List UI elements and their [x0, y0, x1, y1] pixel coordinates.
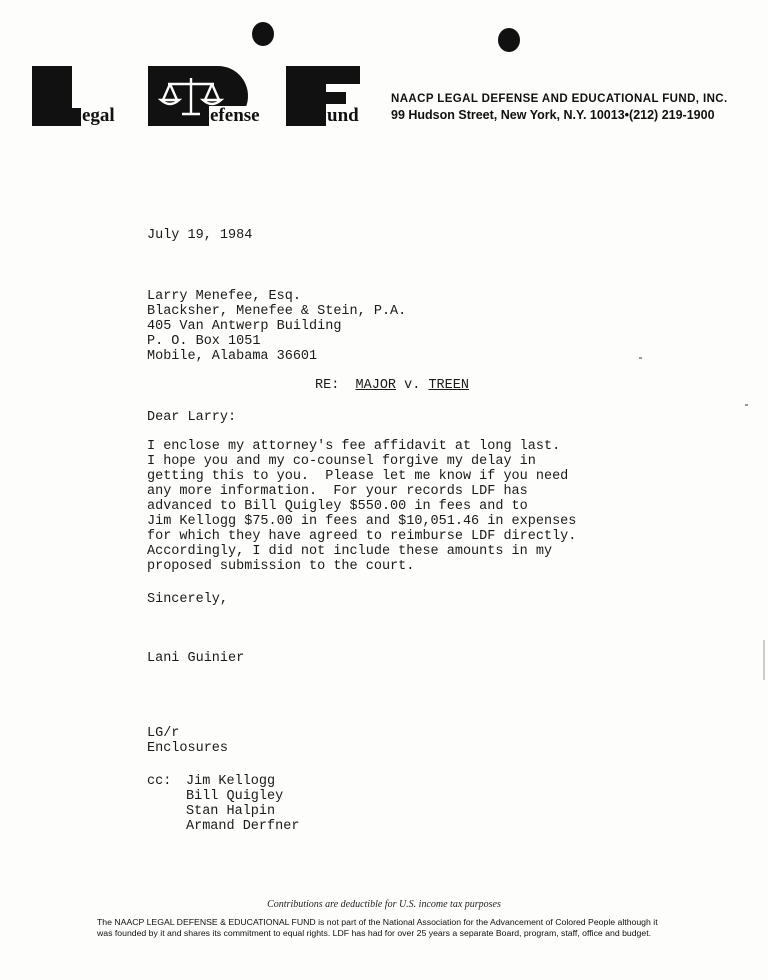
- letter-date: July 19, 1984: [147, 228, 253, 243]
- body-line: I hope you and my co-counsel forgive my delay in: [147, 454, 536, 469]
- case-party-1: MAJOR: [355, 378, 397, 393]
- body-line: advanced to Bill Quigley $550.00 in fees and to: [147, 499, 528, 514]
- salutation: Dear Larry:: [147, 410, 237, 425]
- organization-address: 99 Hudson Street, New York, N.Y. 10013•(212) 219-1900: [391, 108, 715, 122]
- recipient-line: Larry Menefee, Esq.: [147, 289, 301, 304]
- cc-recipient: Jim Kellogg: [186, 774, 276, 789]
- body-line: Accordingly, I did not include these amounts in my: [147, 544, 553, 559]
- case-party-2: TREEN: [428, 378, 469, 393]
- recipient-line: Blacksher, Menefee & Stein, P.A.: [147, 304, 407, 319]
- enclosures-note: Enclosures: [147, 741, 229, 756]
- typist-initials: LG/r: [147, 726, 180, 741]
- organization-name: NAACP LEGAL DEFENSE AND EDUCATIONAL FUND, INC.: [391, 93, 728, 105]
- re-line: [315, 378, 469, 393]
- footer-tax-note: Contributions are deductible for U.S. income tax purposes: [267, 899, 501, 910]
- ldf-logo: [30, 14, 375, 130]
- body-line: I enclose my attorney's fee affidavit at long last.: [147, 439, 561, 454]
- scan-speck: [639, 357, 642, 359]
- logo-word-legal: egal: [82, 105, 115, 126]
- cc-recipient: Armand Derfner: [186, 819, 300, 834]
- body-line: for which they have agreed to reimburse LDF directly.: [147, 529, 577, 544]
- footer-disclaimer: [97, 917, 697, 939]
- footer-line: was founded by it and shares its commitment to equal rights. LDF has had for over 25 years a separate Board, program, staff, office and budget.: [97, 928, 652, 938]
- logo-word-fund: und: [327, 105, 359, 126]
- logo-dot: [252, 22, 274, 46]
- logo-word-defense: efense: [210, 105, 260, 126]
- recipient-line: P. O. Box 1051: [147, 334, 261, 349]
- scan-speck: [763, 640, 765, 680]
- cc-label: cc:: [147, 774, 172, 789]
- body-line: any more information. For your records LDF has: [147, 484, 528, 499]
- cc-recipient: Bill Quigley: [186, 789, 284, 804]
- logo-dot: [498, 28, 520, 52]
- re-label: RE:: [315, 378, 340, 393]
- body-line: proposed submission to the court.: [147, 559, 415, 574]
- signer-name: Lani Guinier: [147, 651, 245, 666]
- footer-line: The NAACP LEGAL DEFENSE & EDUCATIONAL FUND is not part of the National Association for the Advancement of Colored People although it: [97, 917, 658, 927]
- recipient-line: Mobile, Alabama 36601: [147, 349, 318, 364]
- scan-speck: [745, 404, 748, 406]
- body-line: Jim Kellogg $75.00 in fees and $10,051.46 in expenses: [147, 514, 577, 529]
- recipient-line: 405 Van Antwerp Building: [147, 319, 342, 334]
- case-versus: v.: [404, 378, 421, 393]
- body-line: getting this to you. Please let me know if you need: [147, 469, 569, 484]
- closing: Sincerely,: [147, 592, 229, 607]
- cc-recipient: Stan Halpin: [186, 804, 276, 819]
